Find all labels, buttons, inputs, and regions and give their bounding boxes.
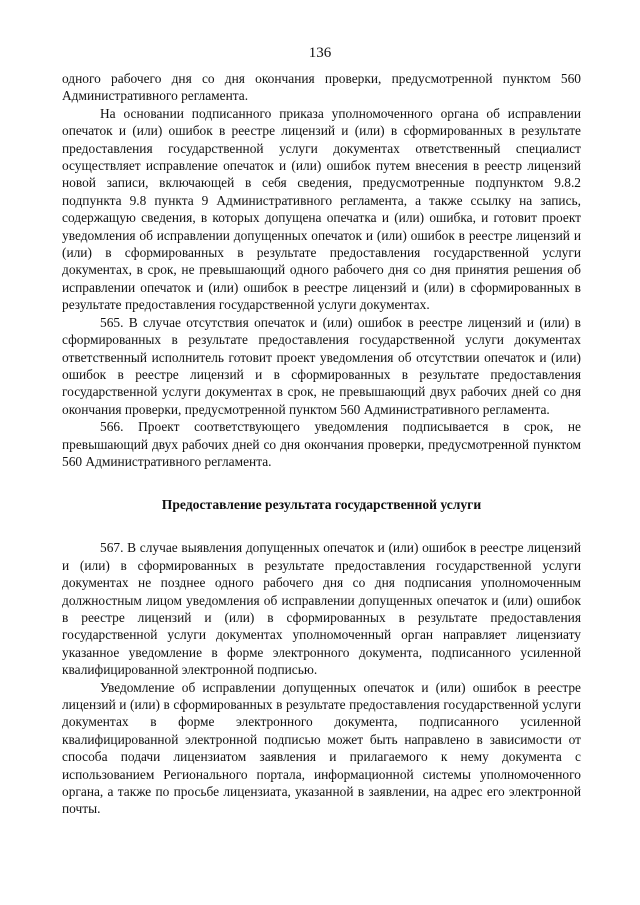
document-body [62, 70, 581, 818]
paragraph-565: 565. В случае отсутствия опечаток и (или) ошибок в реестре лицензий и (или) в сформированных в результате предоставления государственной услуги документах ответственный исполнитель готовит проект уведомления об отсутствии опечаток и (или) ошибок в реестре лицензий и в сформированных в результате предоставления государственной услуги документах в срок, не превышающий двух рабочих дней со дня окончания проверки, предусмотренной пунктом 560 Административного регламента. [62, 314, 581, 417]
paragraph-continuation: одного рабочего дня со дня окончания проверки, предусмотренной пунктом 560 Административного регламента. [62, 71, 581, 104]
paragraph-correction-procedure: На основании подписанного приказа уполномоченного органа об исправлении опечаток и (или) ошибок в реестре лицензий и (или) в сформированных в результате предоставления государственной услуги документах ответственный специалист осуществляет исправление опечаток и (или) ошибок путем внесения в реестр лицензий новой записи, включающей в себя сведения, предусмотренные подпунктом 9.8.2 подпункта 9.8 пункта 9 Административного регламента, а также ссылку на запись, содержащую сведения, в которых допущена опечатка и (или) ошибка, и готовит проект уведомления об исправлении допущенных опечаток и (или) ошибок в реестре лицензий и (или) в сформированных в результате предоставления государственной услуги документах, в срок, не превышающий одного рабочего дня со дня принятия решения об исправлении опечаток и (или) ошибок в реестре лицензий и (или) в сформированных в результате предоставления государственной услуги документах. [62, 105, 581, 313]
section-heading: Предоставление результата государственной услуги [161, 497, 482, 513]
paragraph-notification-delivery: Уведомление об исправлении допущенных опечаток и (или) ошибок в реестре лицензий и (или) в сформированных в результате предоставления государственной услуги документах в форме электронного документа, подписанного усиленной квалифицированной электронной подписью может быть направлено в зависимости от способа подачи лицензиатом заявления и прилагаемого к нему документа с использованием Регионального портала, информационной системы уполномоченного органа, а также по просьбе лицензиата, указанной в заявлении, на адрес его электронной почты. [62, 679, 581, 817]
page-number: 136 [308, 45, 332, 61]
paragraph-567: 567. В случае выявления допущенных опечаток и (или) ошибок в реестре лицензий и (или) в сформированных в результате предоставления государственной услуги документах не позднее одного рабочего дня со дня подписания уполномоченным должностным лицом уведомления об исправлении допущенных опечаток и (или) ошибок в реестре лицензий и (или) в сформированных в результате предоставления государственной услуги документах уполномоченный орган направляет лицензиату указанное уведомление в форме электронного документа, подписанного усиленной квалифицированной электронной подписью. [62, 540, 581, 678]
paragraph-566: 566. Проект соответствующего уведомления подписывается в срок, не превышающий двух рабочих дней со дня окончания проверки, предусмотренной пунктом 560 Административного регламента. [62, 419, 581, 469]
